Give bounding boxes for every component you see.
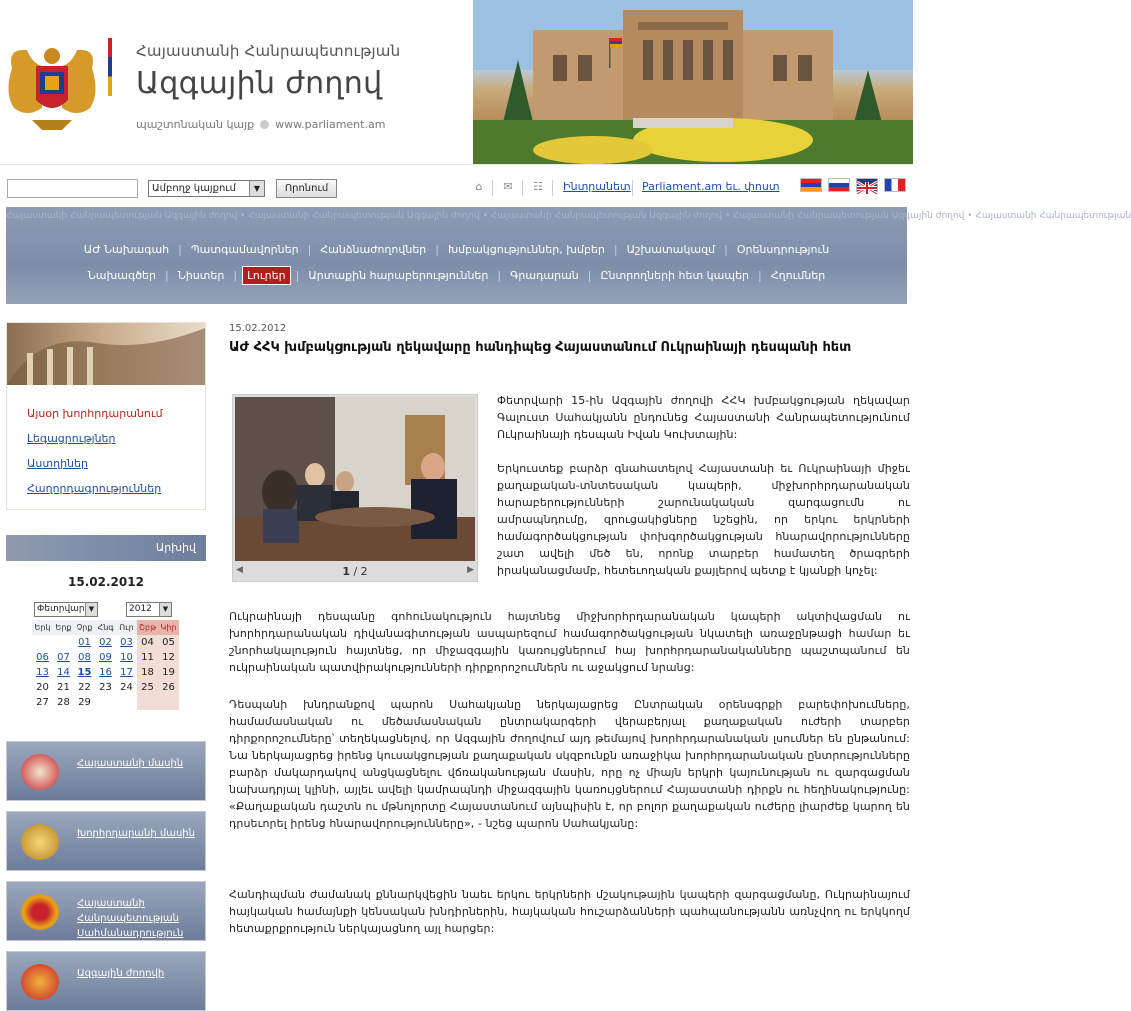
calendar-day[interactable]: 17 — [120, 667, 133, 678]
chevron-down-icon: ▼ — [85, 603, 97, 616]
dot-icon — [260, 120, 269, 129]
coat-of-arms-logo[interactable] — [2, 38, 102, 136]
parliament-mail-link[interactable]: Parliament.am եւ. փոստ — [642, 180, 780, 193]
left-menu-item-3[interactable]: Աստղիներ — [27, 457, 88, 470]
calendar-weekday: Շբթ — [137, 620, 158, 635]
left-menu — [6, 322, 206, 510]
year-select[interactable] — [126, 602, 172, 617]
torch-icon — [21, 964, 59, 1000]
left-menu-item-4[interactable]: Հաղորդագրություններ — [27, 482, 162, 495]
calendar-day: 12 — [158, 650, 179, 665]
site-header — [0, 0, 913, 164]
nav-item-foreign-relations[interactable]: Արտաքին հարաբերություններ — [308, 269, 489, 282]
calendar-day — [32, 635, 53, 650]
calendar-weekday: Երկ — [32, 620, 53, 635]
nav-separator: | — [295, 269, 300, 282]
month-value: Փետրվար — [37, 604, 85, 614]
calendar-day[interactable]: 03 — [120, 637, 133, 648]
site-title[interactable]: Ազգային ժողով — [136, 66, 383, 101]
divider — [522, 180, 523, 196]
calendar-day — [158, 695, 179, 710]
calendar-day[interactable]: 14 — [57, 667, 70, 678]
side-button-constitution[interactable] — [6, 881, 206, 941]
calendar-day — [137, 695, 158, 710]
calendar-weekday: Չրք — [74, 620, 95, 635]
calendar-day[interactable]: 09 — [99, 652, 112, 663]
nav-separator: | — [165, 269, 169, 282]
calendar-grid — [32, 620, 179, 710]
month-select[interactable] — [34, 602, 98, 617]
side-button-label: Ազգային ժողովի — [77, 968, 165, 979]
nav-item-committees[interactable]: Հանձնաժողովներ — [320, 243, 427, 256]
photo-gallery — [232, 394, 478, 582]
nav-item-legislation[interactable]: Օրենսդրություն — [736, 243, 830, 256]
divider — [552, 180, 553, 196]
side-button-parliament[interactable] — [6, 951, 206, 1011]
flag-fr-icon[interactable] — [884, 178, 906, 192]
flag-am-icon[interactable] — [800, 178, 822, 192]
calendar-day[interactable]: 07 — [57, 652, 70, 663]
nav-separator: | — [435, 243, 439, 256]
calendar-day: 22 — [78, 682, 91, 693]
search-toolbar — [0, 164, 913, 208]
intranet-link[interactable]: Ինտրանետ — [563, 180, 631, 193]
calendar-weekday: Հնգ — [95, 620, 116, 635]
side-button-about-parliament[interactable] — [6, 811, 206, 871]
nav-separator: | — [497, 269, 502, 282]
home-icon[interactable]: ⌂ — [475, 180, 483, 193]
calendar-day: 21 — [57, 682, 70, 693]
gallery-prev-arrow-icon[interactable]: ◀ — [236, 565, 243, 575]
flag-ru-icon[interactable] — [828, 178, 850, 192]
calendar-day: 28 — [57, 697, 70, 708]
main-navigation — [6, 207, 1131, 304]
article-title: ԱԺ ՀՀԿ խմբակցության ղեկավարը հանդիպեց Հայաստանում Ուկրաինայի դեսպանի հետ — [229, 340, 852, 355]
nav-separator: | — [724, 243, 728, 256]
calendar-weekday: Երք — [53, 620, 74, 635]
nav-item-voters[interactable]: Ընտրողների հետ կապեր — [600, 269, 750, 282]
nav-item-factions[interactable]: Խմբակցություններ, խմբեր — [447, 243, 605, 256]
nav-item-links[interactable]: Հղումներ — [770, 269, 826, 282]
side-button-about-armenia[interactable] — [6, 741, 206, 801]
side-button-label: Խորհրդարանի մասին — [77, 828, 195, 839]
calendar-day: 19 — [158, 665, 179, 680]
map-icon — [21, 754, 59, 790]
article-paragraph-3: Ուկրաինայի դեսպանը գոհունակություն հայտնեց միջխորհրդարանական կապերի ակտիվացման ու խորհրդարանական դիվանագիտության ասպարեզում համագործակցության նկատելի առաջընթացի համար եւ շնորհակալություն հայտնեց, որ միջազգային կառույցներում հայ խորհրդարանականները պաշտպանում են ուկրաինական պատվիրակությունների դիրքորոշումներն ու աջակցում նրանց: — [229, 610, 910, 674]
mail-icon[interactable]: ✉ — [503, 180, 513, 193]
nav-item-drafts[interactable]: Նախագծեր — [87, 269, 156, 282]
archive-title: Արխիվ — [6, 535, 206, 561]
site-url: www.parliament.am — [275, 118, 386, 131]
chevron-down-icon: ▼ — [249, 181, 264, 196]
calendar-day[interactable]: 13 — [36, 667, 49, 678]
nav-row-1 — [6, 241, 907, 258]
flag-en-icon[interactable] — [856, 178, 878, 192]
calendar-day[interactable]: 01 — [78, 637, 91, 648]
nav-separator: | — [587, 269, 592, 282]
gallery-total: / 2 — [349, 565, 368, 578]
calendar-day — [116, 695, 137, 710]
calendar-day: 24 — [120, 682, 133, 693]
calendar-day: 18 — [137, 665, 158, 680]
calendar-day: 04 — [137, 635, 158, 650]
divider — [632, 180, 633, 196]
parliament-building-photo — [473, 0, 913, 164]
meeting-photo[interactable] — [235, 397, 475, 561]
calendar-day[interactable]: 10 — [120, 652, 133, 663]
gallery-counter — [233, 565, 477, 578]
site-subtitle: Հայաստանի Հանրապետության — [136, 42, 401, 60]
gallery-current: 1 — [342, 565, 350, 578]
calendar-day: 25 — [137, 680, 158, 695]
article-paragraph-5: Հանդիպման ժամանակ քննարկվեցին նաեւ երկու երկրների մշակութային կապերի զարգացմանը, Ուկրաինայում հայկական համայնքի կենսական խնդիրներին, հայկական հուշարձանների պահպանությանն առնչվող ու երկկողմ հետաքրքրություն ներկայացնող այլ հարցեր: — [229, 888, 910, 935]
calendar-day: 05 — [158, 635, 179, 650]
search-button[interactable]: Որոնում — [276, 179, 337, 198]
article-paragraph-1: Փետրվարի 15-ին Ազգային ժողովի ՀՀԿ խմբակցության ղեկավար Գալուստ Սահակյանն ընդունեց Հայաստանի Հանրապետությունում Ուկրաինայի դեսպան Իվան Կուխտային: — [497, 394, 910, 441]
nav-row-2 — [6, 266, 907, 285]
calendar-weekday: Կիր — [158, 620, 179, 635]
nav-item-sessions[interactable]: Նիստեր — [177, 269, 225, 282]
nav-separator: | — [613, 243, 618, 256]
calendar-day: 27 — [36, 697, 49, 708]
sitemap-icon[interactable]: ☷ — [533, 180, 543, 193]
left-menu-decoration — [7, 323, 205, 385]
calendar-day[interactable]: 02 — [99, 637, 112, 648]
left-menu-item-2[interactable]: Լեգացրությներ — [27, 432, 116, 445]
left-menu-list — [27, 407, 163, 507]
nav-background-text: Հայաստանի Հանրապետության Ազգային ժողով • Հայաստանի Հանրապետության Ազգային ժողով • Հայաստանի Հանրապետության Ազգային ժողով • Հայաստանի Հանրապետության Ազգային ժողով • Հայաստանի Հանրապետության — [6, 211, 1131, 221]
left-menu-item-today[interactable]: Այսօր խորհրդարանում — [27, 407, 163, 420]
calendar-day — [95, 695, 116, 710]
calendar-day — [53, 635, 74, 650]
year-value: 2012 — [129, 604, 152, 614]
calendar-day[interactable]: 15 — [77, 667, 92, 678]
side-button-label: Հայաստանի Հանրապետության Սահմանադրություն — [77, 898, 184, 939]
nav-separator: | — [178, 243, 182, 256]
tricolor-bar — [108, 38, 112, 96]
nav-item-news[interactable]: Լուրեր — [242, 266, 291, 285]
emblem-icon — [21, 894, 59, 930]
calendar-day: 11 — [137, 650, 158, 665]
calendar-day[interactable]: 06 — [36, 652, 49, 663]
nav-separator: | — [233, 269, 238, 282]
nav-item-staff[interactable]: Աշխատակազմ — [626, 243, 716, 256]
calendar-day: 26 — [158, 680, 179, 695]
gallery-next-arrow-icon[interactable]: ▶ — [467, 565, 474, 575]
nav-separator: | — [758, 269, 762, 282]
book-icon — [21, 824, 59, 860]
calendar-day[interactable]: 08 — [78, 652, 91, 663]
article-paragraph-2: Երկուստեք բարձր գնահատելով Հայաստանի եւ Ուկրաինայի միջեւ քաղաքական-տնտեսական կապերի, միջխորհրդարանական հարաբերությունների շարունակական զարգացումն ու ամրապնդումը, զրուցակիցները նշեցին, որ երկու երկրների համագործակցության փոխգործակցության հնարավորությունները շատ ավելի մեծ են, որոնք տարբեր համատեղ ծրագրերի իրականացմամբ, հետեւողական քայլերով պետք է կյանքի կոչել: — [497, 462, 910, 577]
nav-item-deputies[interactable]: Պատգամավորներ — [190, 243, 299, 256]
search-scope-value: Ամբողջ կայքում — [152, 183, 236, 194]
archive-widget — [6, 535, 206, 715]
divider — [492, 180, 493, 196]
calendar-day: 23 — [99, 682, 112, 693]
nav-item-president[interactable]: ԱԺ Նախագահ — [83, 243, 170, 256]
search-input[interactable] — [7, 179, 138, 198]
calendar-day[interactable]: 16 — [99, 667, 112, 678]
site-tagline — [136, 118, 385, 131]
nav-separator: | — [307, 243, 312, 256]
archive-current-date: 15.02.2012 — [68, 575, 144, 589]
nav-item-library[interactable]: Գրադարան — [510, 269, 579, 282]
article-date: 15.02.2012 — [229, 323, 287, 334]
calendar-weekday: Ուր — [116, 620, 137, 635]
search-scope-select[interactable] — [148, 180, 265, 197]
site-tagline-label: պաշտոնական կայք — [136, 118, 255, 131]
side-button-label: Հայաստանի մասին — [77, 758, 184, 769]
calendar-day: 29 — [78, 697, 91, 708]
calendar-day: 20 — [36, 682, 49, 693]
article-paragraph-4: Դեսպանի խնդրանքով պարոն Սահակյանը ներկայացրեց Ընտրական օրենսգրքի բարեփոխումները, համամասնական ու մեծամասնական ընտրակարգերի վերաբերյալ քաղաքական ուժերի տարբեր դիրքորոշումները՝ տեղեկացնելով, որ Ազգային ժողովում այդ թեմայով խորհրդարանական լսումներ են ընթանում: Նա ներկայացրեց իրենց կուսակցության քաղաքական սկզբունքն առաջիկա խորհրդարանական ընտրությունները բարձր մակարդակով անցկացնելու վճռականության մասին, որը ոչ միայն երկրի կայունության ու զարգացման նախադրյալ կլինի, այլեւ ավելի կամրապնդի միջազգային կառույցներում Հայաստանի դիրքն ու հեղինակությունը: «Քաղաքական դաշտն ու մթնոլորտը Հայաստանում այնպիսին է, որ բոլոր քաղաքական ուժերը լիարժեք կարող են դրսեւորել իրենց հնարավորությունները», - նշեց պարոն Սահակյանը: — [229, 698, 910, 830]
chevron-down-icon: ▼ — [159, 603, 171, 616]
